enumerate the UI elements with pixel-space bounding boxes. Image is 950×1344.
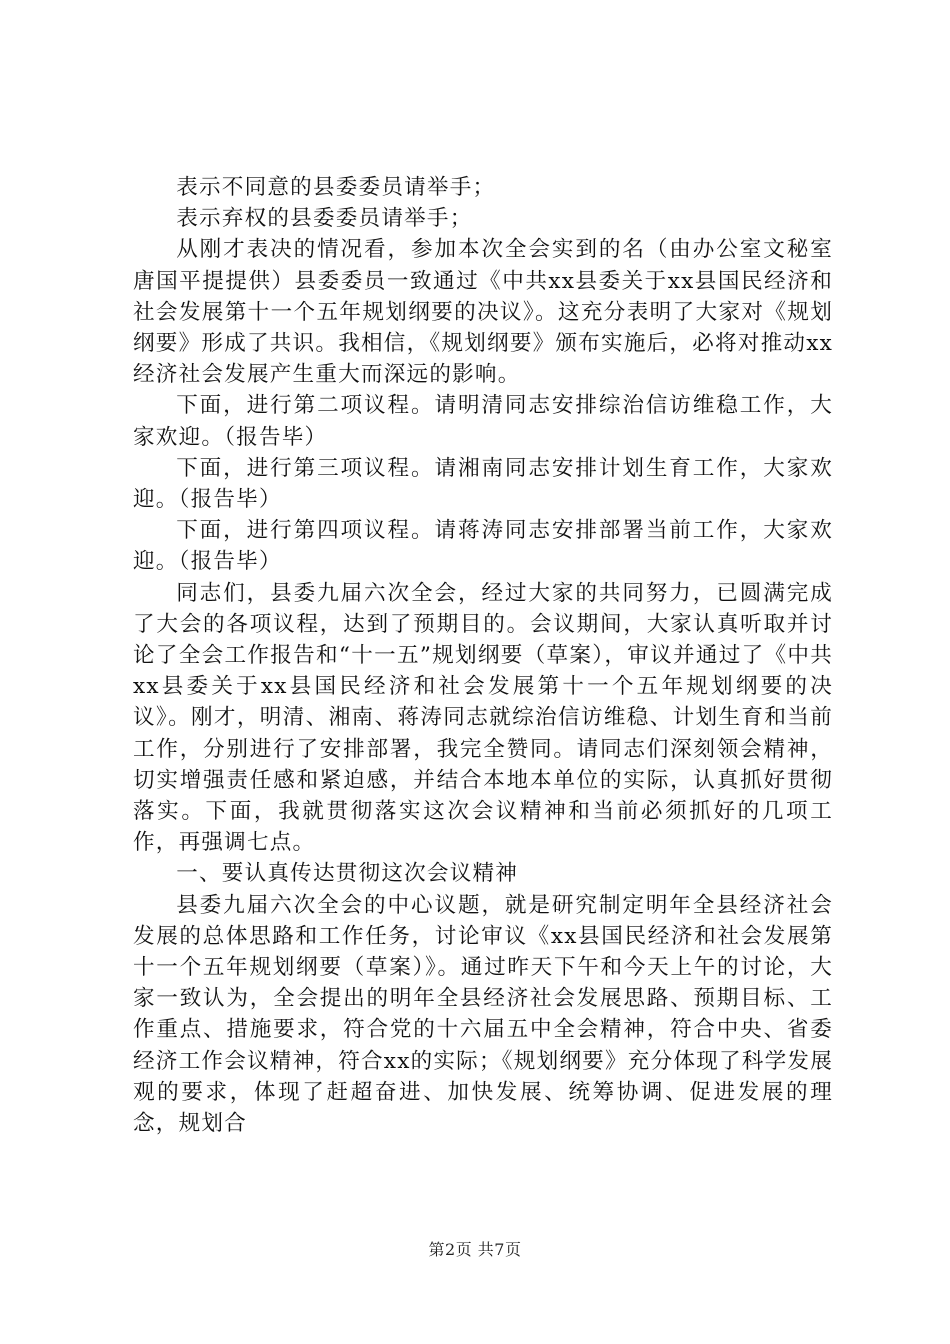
paragraph-closing-remarks: 同志们，县委九届六次全会，经过大家的共同努力，已圆满完成了大会的各项议程，达到了预期目的。会议期间，大家认真听取并讨论了全会工作报告和“十一五”规划纲要（草案），审议并通过了《中共xx县委关于xx县国民经济和社会发展第十一个五年规划纲要的决议》。刚才，明清、湘南、蒋涛同志就综治信访维稳、计划生育和当前工作，分别进行了安排部署，我完全赞同。请同志们深刻领会精神，切实增强责任感和紧迫感，并结合本地本单位的实际，认真抓好贯彻落实。下面，我就贯彻落实这次会议精神和当前必须抓好的几项工作，再强调七点。	[133, 580, 833, 856]
paragraph-section-1-body: 县委九届六次全会的中心议题，就是研究制定明年全县经济社会发展的总体思路和工作任务，讨论审议《xx县国民经济和社会发展第十一个五年规划纲要（草案）》。通过昨天下午和今天上午的讨论，大家一致认为，全会提出的明年全县经济社会发展思路、预期目标、工作重点、措施要求，符合党的十六届五中全会精神，符合中央、省委经济工作会议精神，符合xx的实际；《规划纲要》充分体现了科学发展观的要求，体现了赶超奋进、加快发展、统筹协调、促进发展的理念，规划合	[133, 892, 833, 1137]
paragraph-agenda-item-3: 下面，进行第三项议程。请湘南同志安排计划生育工作，大家欢迎。（报告毕）	[133, 455, 833, 513]
document-body	[133, 172, 833, 1139]
paragraph-agenda-item-2: 下面，进行第二项议程。请明清同志安排综治信访维稳工作，大家欢迎。（报告毕）	[133, 393, 833, 450]
paragraph-disagree-vote: 表示不同意的县委委员请举手；	[176, 175, 496, 200]
paragraph-agenda-item-4: 下面，进行第四项议程。请蒋涛同志安排部署当前工作，大家欢迎。（报告毕）	[133, 518, 833, 575]
paragraph-abstain-vote: 表示弃权的县委委员请举手；	[176, 206, 473, 232]
page-number-footer: 第2页 共7页	[428, 1240, 522, 1259]
paragraph-vote-result: 从刚才表决的情况看，参加本次全会实到的名（由办公室文秘室唐国平提提供）县委委员一致通过《中共xx县委关于xx县国民经济和社会发展第十一个五年规划纲要的决议》。这充分表明了大家对《规划纲要》形成了共识。我相信，《规划纲要》颁布实施后，必将对推动xx经济社会发展产生重大而深远的影响。	[133, 237, 833, 388]
section-heading-1: 一、要认真传达贯彻这次会议精神	[176, 861, 519, 887]
